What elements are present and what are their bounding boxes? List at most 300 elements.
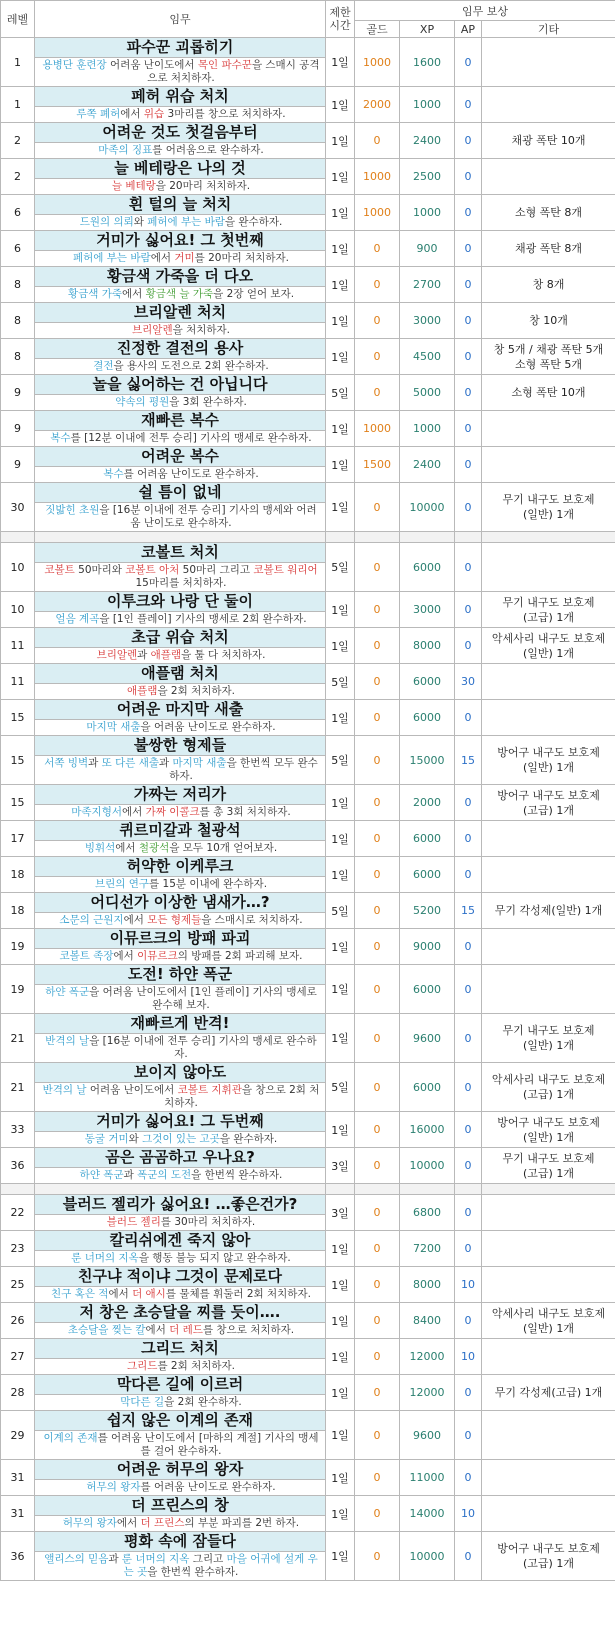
quest-level: 26 [1,1303,35,1339]
quest-info [35,38,326,87]
quest-info [35,1303,326,1339]
quest-name: 이투크와 나랑 단 둘이 [35,592,325,612]
reward-xp: 10000 [400,1532,455,1581]
table-row [1,1014,615,1063]
quest-rows [1,38,615,1581]
reward-ap: 0 [455,1148,482,1184]
table-row [1,736,615,785]
quest-info [35,267,326,303]
reward-ap: 0 [455,87,482,123]
reward-xp: 6000 [400,965,455,1014]
reward-gold: 0 [355,592,400,628]
reward-etc [482,965,615,1014]
reward-ap: 0 [455,1375,482,1411]
description-text: 에서 [115,842,139,854]
quest-info [35,664,326,700]
reward-gold: 1500 [355,447,400,483]
quest-level: 2 [1,159,35,195]
description-text: 을 [1인 플레이] 기사의 맹세로 2회 완수하자. [99,613,307,625]
reward-etc: 소형 폭탄 10개 [482,375,615,411]
quest-level: 36 [1,1148,35,1184]
description-highlight: 드원의 의뢰 [79,216,134,228]
table-row [1,339,615,375]
reward-xp: 8400 [400,1303,455,1339]
reward-ap: 0 [455,159,482,195]
table-row [1,1532,615,1581]
quest-name: 칼리쉬에겐 죽지 않아 [35,1231,325,1251]
description-highlight: 그것이 있는 고곳 [142,1133,220,1145]
reward-etc: 창 5개 / 채광 폭탄 5개 소형 폭탄 5개 [482,339,615,375]
description-highlight: 약속의 평원 [115,396,170,408]
reward-xp: 8000 [400,628,455,664]
quest-time-limit: 1일 [326,1532,355,1581]
header-gold: 골드 [355,21,400,38]
quest-description [35,1480,325,1495]
table-row [1,231,615,267]
reward-ap: 0 [455,195,482,231]
reward-etc [482,1339,615,1375]
quest-level: 33 [1,1112,35,1148]
table-row [1,929,615,965]
quest-time-limit: 5일 [326,375,355,411]
reward-ap: 0 [455,1195,482,1231]
quest-name: 보이지 않아도 [35,1063,325,1083]
reward-ap: 0 [455,267,482,303]
quest-time-limit: 1일 [326,785,355,821]
description-text: 을 완수하자. [219,1133,278,1145]
table-row [1,1267,615,1303]
table-row [1,1112,615,1148]
reward-etc [482,929,615,965]
description-highlight: 더 레드 [169,1324,203,1336]
quest-name: 어디선가 이상한 냄새가…? [35,893,325,913]
reward-xp: 3000 [400,592,455,628]
header-xp: XP [400,21,455,38]
description-text: 어려움 난이도에서 [86,1084,178,1096]
table-row [1,1231,615,1267]
reward-xp: 6800 [400,1195,455,1231]
quest-level: 1 [1,87,35,123]
quest-info [35,821,326,857]
description-highlight: 허무의 왕자 [62,1517,117,1529]
description-text: 을 어려움 난이도에서 [1인 플레이] 기사의 맹세로 완수해 보자. [89,986,317,1011]
reward-ap: 0 [455,1303,482,1339]
description-text: 과 [123,1169,138,1181]
description-highlight: 하얀 폭군 [79,1169,124,1181]
quest-info [35,929,326,965]
description-highlight: 마족지형서 [71,806,122,818]
reward-ap: 0 [455,1460,482,1496]
quest-description [35,1516,325,1531]
quest-info [35,700,326,736]
reward-gold: 1000 [355,411,400,447]
header-etc: 기타 [482,21,615,38]
reward-ap: 10 [455,1267,482,1303]
description-highlight: 친구 혹은 적 [51,1288,109,1300]
reward-ap: 0 [455,375,482,411]
reward-gold: 0 [355,1532,400,1581]
header-reward: 임무 보상 [355,1,615,21]
quest-name: 어려운 것도 첫걸음부터 [35,123,325,143]
reward-etc [482,543,615,592]
table-row [1,375,615,411]
quest-time-limit: 1일 [326,1231,355,1267]
description-highlight: 가짜 이콜크 [145,806,200,818]
description-highlight: 목인 파수꾼 [197,59,252,71]
quest-time-limit: 1일 [326,1112,355,1148]
description-highlight: 짓밟힌 초원 [45,504,100,516]
quest-info [35,195,326,231]
quest-level: 27 [1,1339,35,1375]
reward-gold: 2000 [355,87,400,123]
description-highlight: 마을 어귀에 설게 우는 곳 [123,1553,318,1578]
table-row [1,965,615,1014]
quest-time-limit: 1일 [326,821,355,857]
header-quest: 임무 [35,1,326,38]
quest-description [35,1323,325,1338]
quest-level: 8 [1,303,35,339]
reward-gold: 0 [355,339,400,375]
quest-name: 친구냐 적이냐 그것이 문제로다 [35,1267,325,1287]
quest-level: 6 [1,231,35,267]
quest-time-limit: 5일 [326,543,355,592]
reward-etc: 방어구 내구도 보호제 (일반) 1개 [482,1112,615,1148]
reward-xp: 9000 [400,929,455,965]
reward-ap: 0 [455,785,482,821]
quest-level: 36 [1,1532,35,1581]
quest-time-limit: 1일 [326,38,355,87]
reward-gold: 0 [355,1267,400,1303]
table-row [1,857,615,893]
table-row [1,592,615,628]
quest-name: 평화 속에 잠들다 [35,1532,325,1552]
quest-name: 쉽지 않은 이계의 존재 [35,1411,325,1431]
reward-xp: 1000 [400,411,455,447]
reward-ap: 10 [455,1339,482,1375]
description-highlight: 복수 [50,432,71,444]
reward-etc: 무기 내구도 보호제 (고급) 1개 [482,1148,615,1184]
table-row [1,123,615,159]
quest-info [35,339,326,375]
description-highlight: 코볼트 족장 [59,950,114,962]
quest-info [35,1063,326,1112]
quest-info [35,1411,326,1460]
quest-name: 불쌍한 형제들 [35,736,325,756]
quest-level: 6 [1,195,35,231]
quest-description [35,1132,325,1147]
description-highlight: 마지막 새출 [172,757,227,769]
quest-info [35,1460,326,1496]
table-row [1,1411,615,1460]
quest-level: 18 [1,893,35,929]
quest-level: 8 [1,339,35,375]
reward-gold: 0 [355,1231,400,1267]
quest-name: 허약한 이케루크 [35,857,325,877]
quest-description [35,913,325,928]
reward-ap: 0 [455,700,482,736]
table-row [1,1460,615,1496]
reward-ap: 0 [455,1532,482,1581]
reward-xp: 2500 [400,159,455,195]
description-text: 에서 [122,288,146,300]
table-row [1,1148,615,1184]
quest-time-limit: 1일 [326,929,355,965]
description-highlight: 이뮤르크 [137,950,178,962]
quest-info [35,893,326,929]
reward-etc [482,1460,615,1496]
reward-xp: 9600 [400,1411,455,1460]
quest-time-limit: 1일 [326,303,355,339]
reward-xp: 12000 [400,1339,455,1375]
table-row [1,1375,615,1411]
quest-time-limit: 1일 [326,123,355,159]
reward-gold: 0 [355,628,400,664]
quest-description [35,841,325,856]
description-text: 에서 [113,950,138,962]
quest-name: 곰은 곰곰하고 우나요? [35,1148,325,1168]
quest-name: 이뮤르크의 방패 파괴 [35,929,325,949]
quest-description [35,1395,325,1410]
group-separator [1,532,615,543]
reward-gold: 0 [355,267,400,303]
description-highlight: 이계의 존재 [43,1432,98,1444]
quest-description [35,756,325,784]
table-row [1,1063,615,1112]
quest-time-limit: 1일 [326,267,355,303]
quest-level: 21 [1,1063,35,1112]
reward-xp: 7200 [400,1231,455,1267]
reward-ap: 0 [455,1063,482,1112]
reward-ap: 0 [455,628,482,664]
quest-info [35,1339,326,1375]
description-highlight: 브린의 연구 [94,878,150,890]
quest-info [35,375,326,411]
quest-info [35,1195,326,1231]
reward-gold: 0 [355,1496,400,1532]
reward-etc: 채광 폭탄 8개 [482,231,615,267]
description-text: 와 [128,1133,143,1145]
reward-etc [482,1195,615,1231]
quest-time-limit: 5일 [326,1063,355,1112]
description-text: 을 툴 다 처치하자. [181,649,266,661]
reward-etc: 악세사리 내구도 보호제 (일반) 1개 [482,628,615,664]
description-highlight: 애플램 [127,685,158,697]
description-highlight: 막다른 길 [120,1396,165,1408]
reward-ap: 0 [455,231,482,267]
quest-time-limit: 1일 [326,87,355,123]
quest-time-limit: 5일 [326,664,355,700]
description-highlight: 철광석 [138,842,170,854]
description-highlight: 하얀 폭군 [45,986,90,998]
description-highlight: 마족의 징표 [98,144,153,156]
reward-xp: 1600 [400,38,455,87]
reward-xp: 2400 [400,447,455,483]
header-level: 레벨 [1,1,35,38]
reward-gold: 0 [355,821,400,857]
reward-etc [482,38,615,87]
description-text: 와 [133,216,148,228]
quest-description [35,1215,325,1230]
reward-etc: 소형 폭탄 8개 [482,195,615,231]
quest-description [35,503,325,531]
quest-info [35,1112,326,1148]
reward-gold: 0 [355,1339,400,1375]
quest-info [35,785,326,821]
quest-name: 재빠르게 반격! [35,1014,325,1034]
reward-gold: 0 [355,893,400,929]
table-row [1,628,615,664]
reward-etc [482,700,615,736]
quest-level: 25 [1,1267,35,1303]
reward-gold: 1000 [355,195,400,231]
quest-description [35,431,325,446]
quest-time-limit: 1일 [326,857,355,893]
description-highlight: 위습 [143,108,165,120]
quest-level: 9 [1,375,35,411]
quest-info [35,1375,326,1411]
quest-name: 페허 위습 처치 [35,87,325,107]
description-highlight: 허무의 왕자 [86,1481,141,1493]
quest-name: 퀴르미갈과 철광석 [35,821,325,841]
reward-xp: 1000 [400,195,455,231]
description-highlight: 초승달을 찢는 칼 [67,1324,146,1336]
description-highlight: 페허에 부는 바람 [73,252,151,264]
description-text: 을 스매시로 처치하자. [201,914,303,926]
description-highlight: 반격의 날 [42,1084,87,1096]
description-text: 를 창으로 처치하자. [202,1324,295,1336]
table-row [1,38,615,87]
quest-info [35,159,326,195]
description-text: 를 [12분 이내에 전투 승리] 기사의 맹세로 완수하자. [70,432,312,444]
quest-level: 28 [1,1375,35,1411]
reward-gold: 0 [355,1148,400,1184]
reward-xp: 2400 [400,123,455,159]
reward-ap: 0 [455,447,482,483]
quest-description [35,1359,325,1374]
description-highlight: 마지막 새출 [86,721,141,733]
description-text: 3마리를 창으로 처치하자. [164,108,286,120]
quest-description [35,1431,325,1459]
reward-xp: 6000 [400,664,455,700]
quest-description [35,684,325,699]
table-row [1,1303,615,1339]
quest-name: 거미가 싫어요! 그 첫번째 [35,231,325,251]
quest-level: 9 [1,447,35,483]
quest-time-limit: 1일 [326,447,355,483]
table-row [1,664,615,700]
reward-gold: 0 [355,1195,400,1231]
description-text: 을 용사의 도전으로 2회 완수하자. [113,360,269,372]
quest-info [35,1014,326,1063]
quest-time-limit: 1일 [326,1460,355,1496]
quest-info [35,1267,326,1303]
quest-level: 15 [1,700,35,736]
reward-gold: 0 [355,123,400,159]
description-text: 15마리를 처치하자. [135,577,227,589]
description-text: 을 3회 완수하자. [169,396,247,408]
reward-xp: 11000 [400,1460,455,1496]
quest-description [35,1083,325,1111]
reward-gold: 0 [355,785,400,821]
description-text: 과 [159,757,173,769]
reward-gold: 0 [355,929,400,965]
reward-etc: 방어구 내구도 보호제 (고급) 1개 [482,1532,615,1581]
reward-xp: 1000 [400,87,455,123]
table-row [1,267,615,303]
description-highlight: 복수 [103,468,124,480]
quest-description [35,949,325,964]
table-row [1,821,615,857]
table-row [1,785,615,821]
quest-description [35,179,325,194]
table-row [1,1339,615,1375]
quest-level: 2 [1,123,35,159]
reward-gold: 1000 [355,38,400,87]
reward-xp: 8000 [400,1267,455,1303]
header-ap: AP [455,21,482,38]
quest-name: 더 프린스의 창 [35,1496,325,1516]
reward-etc: 무기 각성제(일반) 1개 [482,893,615,929]
reward-etc [482,857,615,893]
reward-xp: 6000 [400,700,455,736]
reward-etc [482,821,615,857]
quest-info [35,483,326,532]
description-text: 을 행동 불능 되지 않고 완수하자. [138,1252,291,1264]
quest-info [35,87,326,123]
quest-time-limit: 1일 [326,1411,355,1460]
reward-xp: 9600 [400,1014,455,1063]
reward-gold: 0 [355,483,400,532]
quest-description [35,287,325,302]
quest-description [35,323,325,338]
quest-level: 15 [1,785,35,821]
reward-gold: 0 [355,965,400,1014]
reward-ap: 0 [455,123,482,159]
quest-description [35,467,325,482]
quest-description [35,1168,325,1183]
reward-etc: 악세사리 내구도 보호제 (일반) 1개 [482,1303,615,1339]
quest-name: 어려운 허무의 왕자 [35,1460,325,1480]
quest-time-limit: 5일 [326,893,355,929]
description-text: 을 2회 완수하자. [164,1396,242,1408]
reward-xp: 10000 [400,483,455,532]
table-row [1,1195,615,1231]
quest-time-limit: 1일 [326,592,355,628]
quest-name: 쉴 틈이 없네 [35,483,325,503]
quest-description [35,612,325,627]
reward-gold: 0 [355,303,400,339]
description-text: 에서 [116,1517,141,1529]
quest-time-limit: 1일 [326,195,355,231]
table-row [1,700,615,736]
quest-level: 11 [1,628,35,664]
description-text: 의 방패를 2회 파괴해 보자. [177,950,303,962]
quest-level: 30 [1,483,35,532]
quest-info [35,411,326,447]
reward-ap: 0 [455,483,482,532]
quest-description [35,251,325,266]
quest-name: 애플램 처치 [35,664,325,684]
quest-level: 19 [1,929,35,965]
quest-description [35,143,325,158]
reward-xp: 900 [400,231,455,267]
reward-etc [482,664,615,700]
reward-xp: 2000 [400,785,455,821]
description-text: 을 2장 얻어 보자. [213,288,295,300]
description-text: 에서 [123,914,148,926]
reward-xp: 2700 [400,267,455,303]
reward-xp: 6000 [400,821,455,857]
